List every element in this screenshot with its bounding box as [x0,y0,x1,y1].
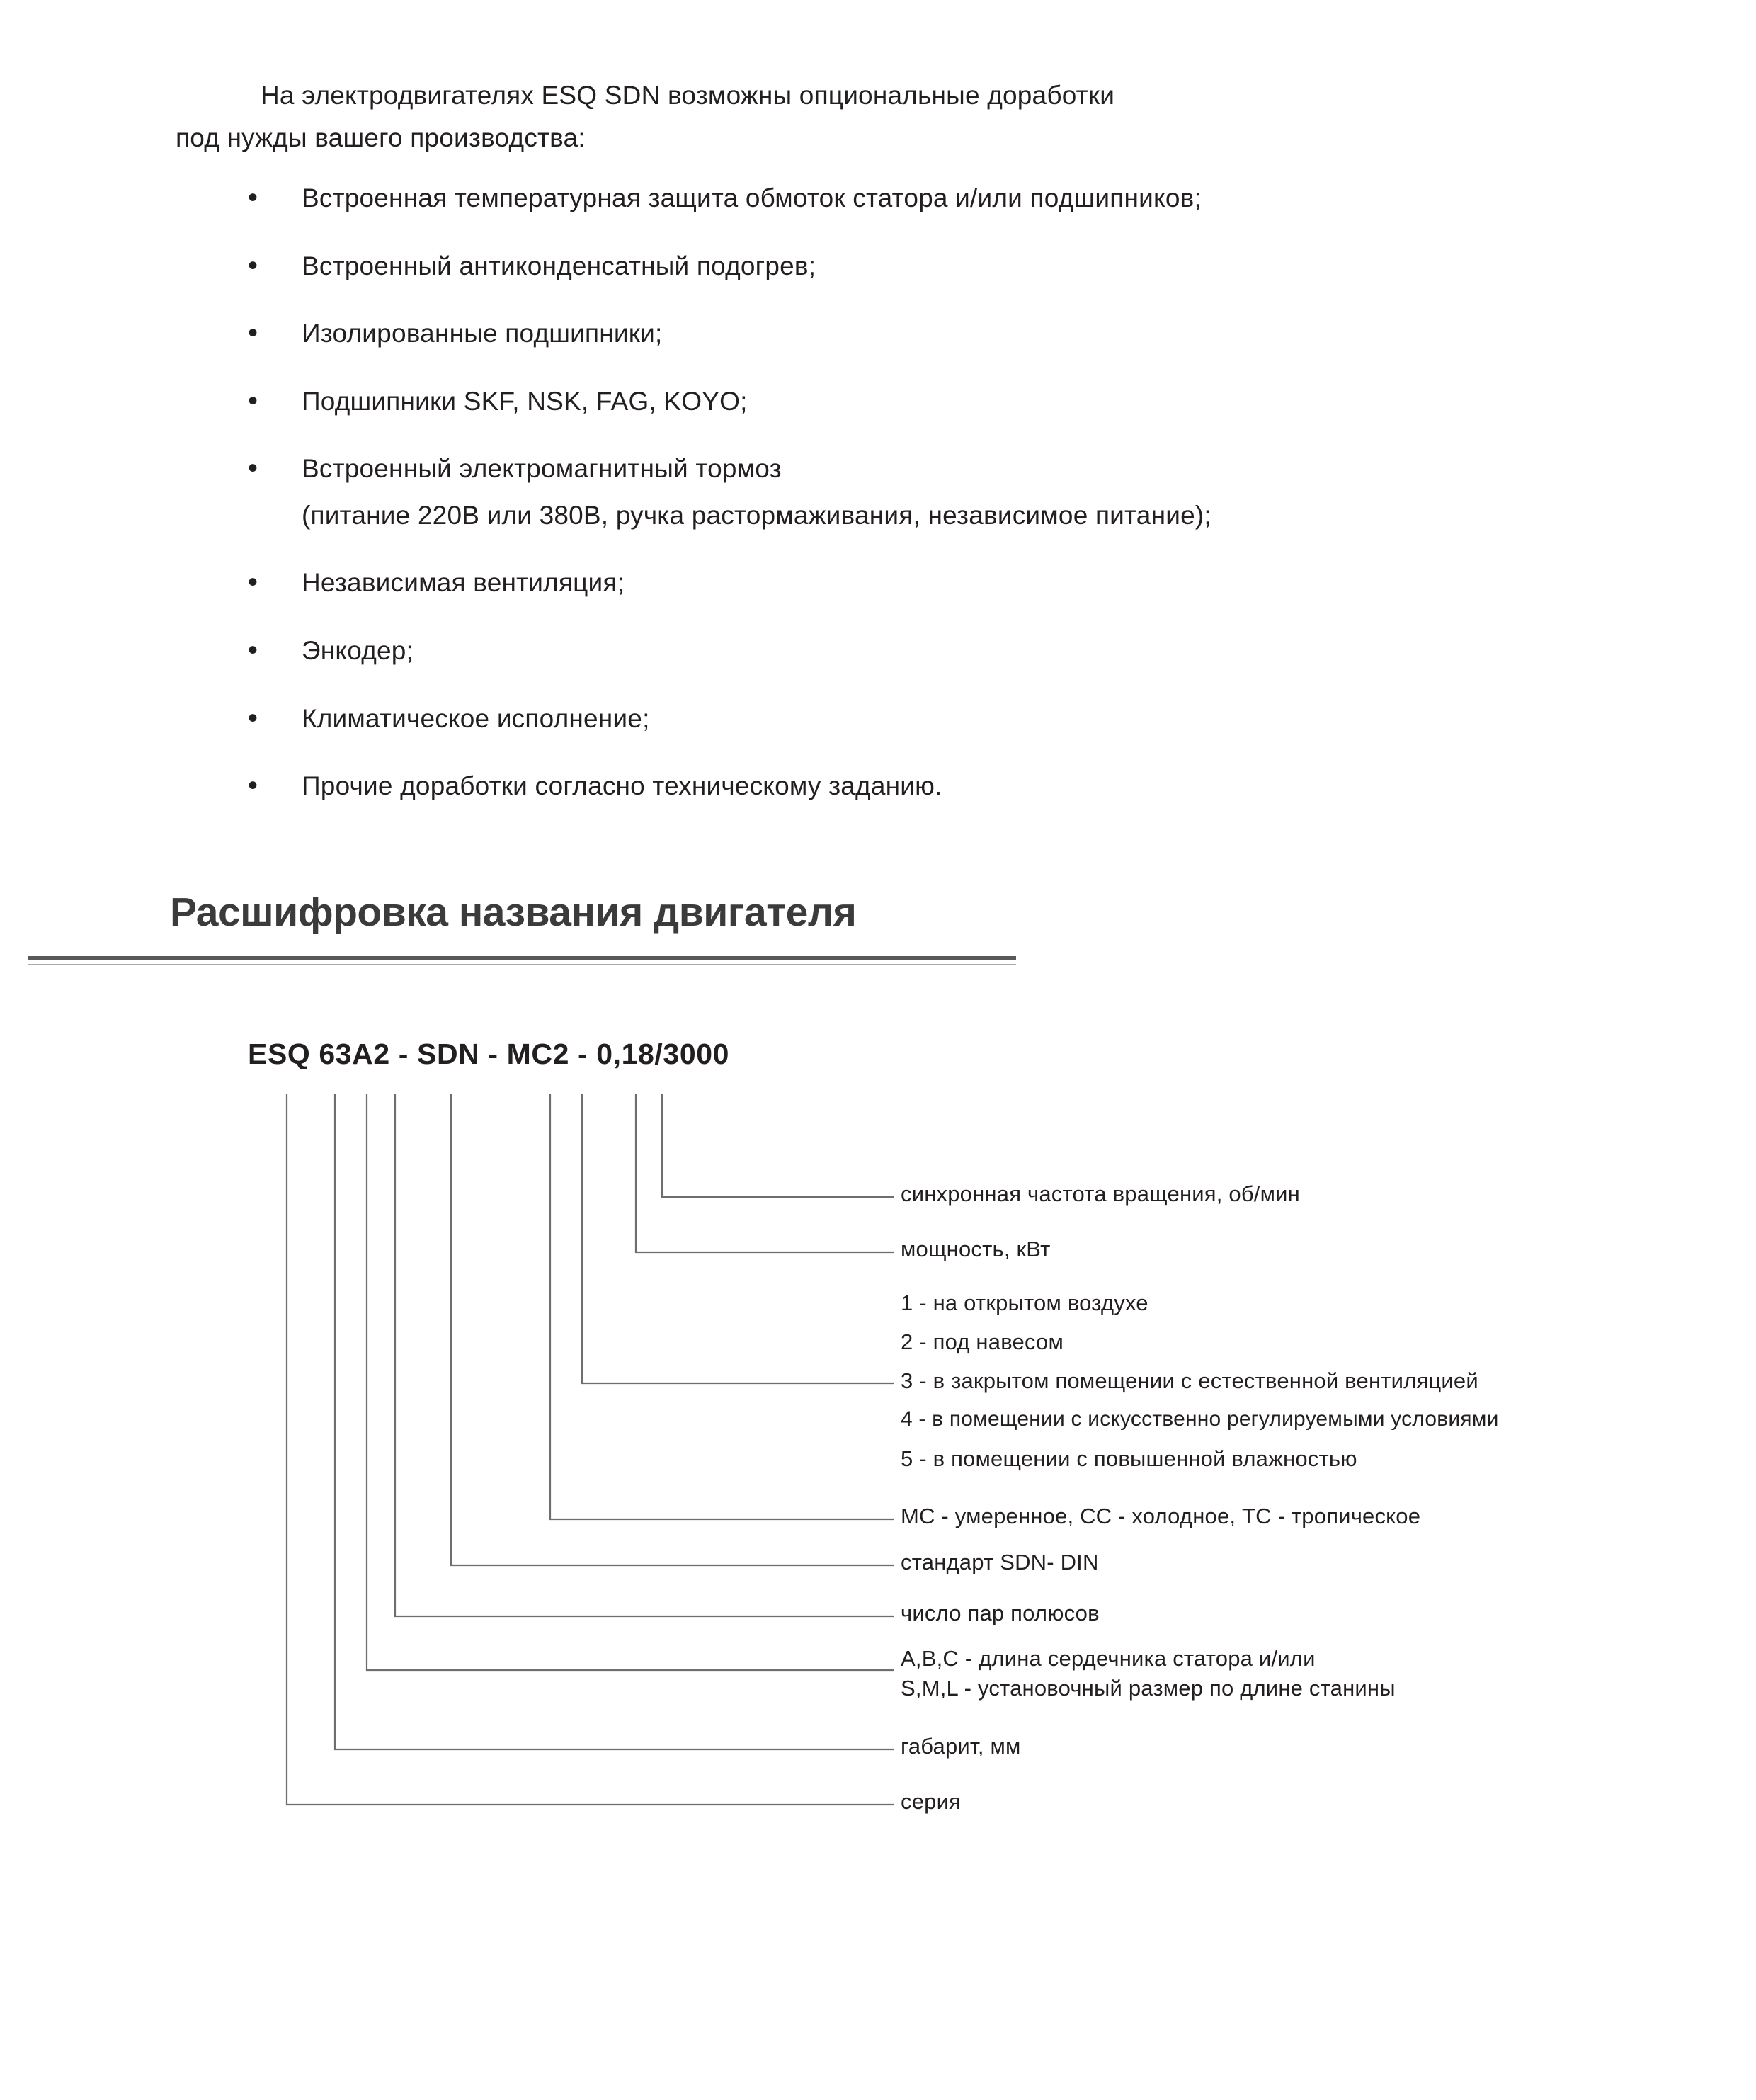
bullet-icon: • [248,567,258,598]
intro-line-2: под нужды вашего производства: [176,123,586,152]
bullet-icon: • [248,770,258,802]
bullet-icon: • [248,453,258,484]
label-power: мощность, кВт [901,1237,1051,1261]
list-item-label: Независимая вентиляция; [302,568,625,598]
label-env-1: 1 - на открытом воздухе [901,1290,1148,1315]
heading-divider [28,956,1020,965]
list-item [248,451,1636,533]
label-env-3: 3 - в закрытом помещении с естественной вентиляцией [901,1368,1478,1393]
list-item-label: Энкодер; [302,636,414,666]
label-series: серия [901,1789,962,1814]
list-item [248,181,1636,216]
bullet-icon: • [248,182,258,213]
list-item-label: Климатическое исполнение; [302,703,650,733]
label-poles: число пар полюсов [901,1601,1100,1625]
list-item-label: Подшипники SKF, NSK, FAG, KOYO; [302,386,748,416]
bullet-icon: • [248,702,258,734]
bullet-icon: • [248,385,258,416]
list-item-sublabel: (питание 220В или 380В, ручка растормаживания, независимое питание); [302,500,1211,530]
label-env-5: 5 - в помещении с повышенной влажностью [901,1446,1357,1471]
label-climate: MC - умеренное, CC - холодное, TC - тропическое [901,1504,1421,1528]
label-standard: стандарт SDN- DIN [901,1550,1099,1574]
intro-line-1: На электродвигателях ESQ SDN возможны опциональные доработки [261,81,1115,110]
list-item-label: Изолированные подшипники; [302,319,663,348]
list-item [248,701,1636,737]
designation-code: ESQ 63A2 - SDN - MC2 - 0,18/3000 [248,1038,730,1070]
bullet-icon: • [248,317,258,349]
label-frame-size: габарит, мм [901,1734,1021,1759]
options-bullet-list [248,181,1636,836]
label-env-4: 4 - в помещении с искусственно регулируемыми условиями [901,1407,1499,1431]
bullet-icon: • [248,249,258,281]
list-item [248,249,1636,284]
label-core-length-line-2: S,M,L - установочный размер по длине станины [901,1676,1396,1701]
list-item-label: Прочие доработки согласно техническому заданию. [302,771,942,801]
list-item [248,768,1636,804]
list-item [248,565,1636,601]
section-heading: Расшифровка названия двигателя [170,890,857,935]
list-item [248,384,1636,419]
label-core-length-line-1: A,B,C - длина сердечника статора и/или [901,1646,1316,1671]
label-sync-speed: синхронная частота вращения, об/мин [901,1181,1300,1206]
bullet-icon: • [248,635,258,666]
list-item-label: Встроенная температурная защита обмоток статора и/или подшипников; [302,183,1202,212]
divider-thick [28,956,1016,960]
label-core-length [901,1646,1396,1701]
divider-thin [28,964,1016,965]
intro-paragraph [176,74,1521,159]
list-item-label: Встроенный антиконденсатный подогрев; [302,251,816,280]
list-item [248,633,1636,669]
label-env-2: 2 - под навесом [901,1329,1064,1354]
list-item [248,316,1636,351]
list-item-label: Встроенный электромагнитный тормоз [302,454,782,484]
